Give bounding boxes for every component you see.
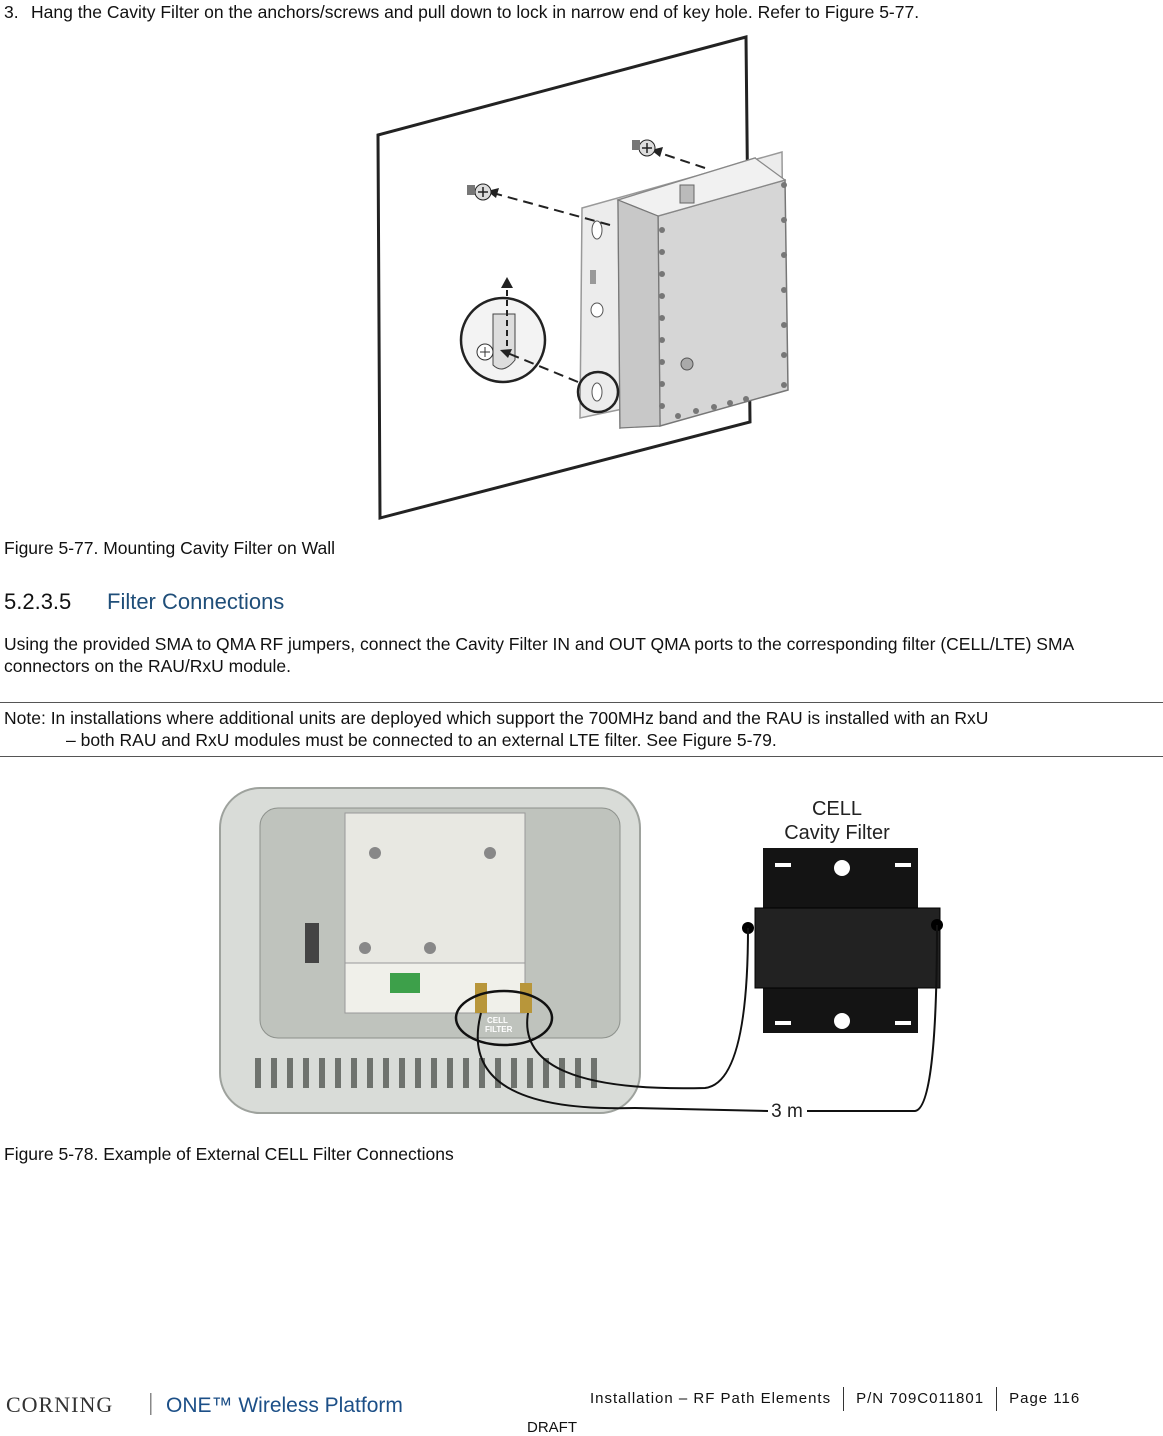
brand-text: CORNING [6, 1392, 114, 1417]
step-number: 3. [4, 2, 19, 22]
footer-divider [843, 1387, 844, 1411]
step-text: Hang the Cavity Filter on the anchors/screws and pull down to lock in narrow end of key hole. Refer to Figure 5-77. [31, 2, 920, 22]
footer-section: Installation – RF Path Elements [590, 1389, 832, 1407]
section-title: Filter Connections [107, 589, 285, 614]
draft-label: DRAFT [527, 1419, 577, 1436]
cell-filter-connections-figure [215, 783, 950, 1128]
figure-5-78-caption: Figure 5-78. Example of External CELL Filter Connections [4, 1144, 454, 1164]
step-3 [4, 1, 919, 23]
section-number: 5.2.3.5 [4, 589, 72, 614]
note-line-2: – both RAU and RxU modules must be connected to an external LTE filter. See Figure 5-79. [66, 730, 777, 750]
footer-page-number: Page 116 [1009, 1389, 1081, 1407]
cavity-filter-label-line-1: CELL [811, 798, 863, 820]
body-paragraph: Using the provided SMA to QMA RF jumpers, connect the Cavity Filter IN and OUT QMA ports to the corresponding filter (CELL/LTE) SMA connectors on the RAU/RxU module. [4, 634, 1074, 676]
cavity-filter-label-line-2: Cavity Filter [784, 822, 890, 844]
port-label-filter: FILTER [485, 1025, 513, 1034]
product-text: ONE™ Wireless Platform [166, 1394, 403, 1417]
corning-one-logo [4, 1386, 429, 1422]
port-label-cell: CELL [487, 1016, 508, 1025]
figure-5-77-caption: Figure 5-77. Mounting Cavity Filter on Wall [4, 538, 336, 558]
note-line-1: Note: In installations where additional units are deployed which support the 700MHz band and the RAU is installed with an RxU [4, 708, 989, 728]
footer-part-number: P/N 709C011801 [856, 1389, 985, 1407]
note-box [0, 702, 1163, 757]
mounting-cavity-filter-figure [360, 30, 810, 525]
section-heading [4, 589, 284, 615]
footer-divider [996, 1387, 997, 1411]
footer-info [590, 1387, 1080, 1411]
cable-length-label: 3 m [771, 1101, 803, 1122]
